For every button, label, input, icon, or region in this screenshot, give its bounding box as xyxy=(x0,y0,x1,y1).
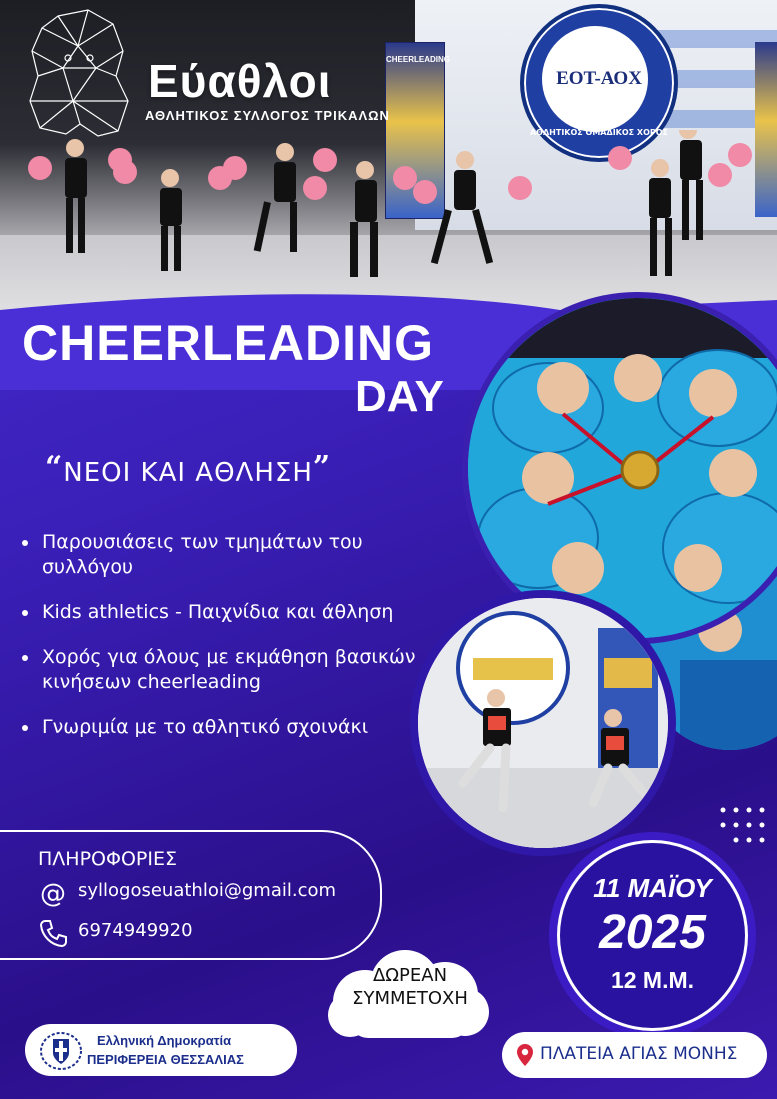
list-item: Kids athletics - Παιχνίδια και άθληση xyxy=(22,600,442,625)
sponsor-line2: ΠΕΡΙΦΕΡΕΙΑ ΘΕΣΣΑΛΙΑΣ xyxy=(87,1052,244,1067)
location-badge xyxy=(502,1032,767,1078)
team-huddle-icon xyxy=(468,298,777,638)
list-item: Παρουσιάσεις των τμημάτων του συλλόγου xyxy=(22,530,442,580)
emblem-code: ΕΟΤ-ΑΟΧ xyxy=(556,68,642,89)
email-row[interactable] xyxy=(38,878,337,912)
list-item: Χορός για όλους με εκμάθηση βασικών κινήσεων cheerleading xyxy=(22,645,442,695)
activities-list xyxy=(22,530,442,760)
info-title: ΠΛΗΡΟΦΟΡΙΕΣ xyxy=(38,848,177,870)
emblem-ring-text: ΑΘΛΗΤΙΚΟΣ ΟΜΑΔΙΚΟΣ ΧΟΡΟΣ xyxy=(529,128,669,137)
date-time: 12 Μ.Μ. xyxy=(610,967,695,993)
cheerleaders-group xyxy=(20,130,777,290)
club-name: Εύαθλοι xyxy=(148,55,332,107)
free-entry-text xyxy=(320,964,500,1011)
lion-logo-icon xyxy=(18,6,143,141)
map-pin-icon xyxy=(516,1043,534,1067)
date-badge xyxy=(557,840,748,1031)
slogan xyxy=(45,450,331,488)
date-day: 11 ΜΑΪΟΥ xyxy=(593,873,712,903)
phone-row[interactable] xyxy=(38,918,193,952)
dance-photo xyxy=(410,590,676,856)
greek-crest-icon xyxy=(39,1031,83,1071)
location-text: ΠΛΑΤΕΙΑ ΑΓΙΑΣ ΜΟΝΗΣ xyxy=(540,1044,738,1064)
club-subtitle: ΑΘΛΗΤΙΚΟΣ ΣΥΛΛΟΓΟΣ ΤΡΙΚΑΛΩΝ xyxy=(145,108,390,123)
sponsor-line1: Ελληνική Δημοκρατία xyxy=(97,1033,232,1048)
at-sign-icon xyxy=(38,878,68,908)
phone-icon xyxy=(38,918,68,948)
sponsor-badge xyxy=(25,1024,297,1076)
open-quote-icon: “ xyxy=(45,450,64,485)
event-title: CHEERLEADING xyxy=(22,315,435,371)
phone-text[interactable]: 6974949920 xyxy=(78,920,193,941)
trophy-icon xyxy=(622,452,658,488)
dots-decoration xyxy=(718,805,777,855)
free-entry-line1: ΔΩΡΕΑΝ xyxy=(372,965,448,986)
svg-text:@: @ xyxy=(40,879,66,908)
list-item: Γνωριμία με το αθλητικό σχοινάκι xyxy=(22,715,442,740)
rollup-banner-text: CHEERLEADING xyxy=(386,55,451,64)
free-entry-line2: ΣΥΜΜΕΤΟΧΗ xyxy=(352,988,468,1010)
close-quote-icon: ” xyxy=(312,450,332,485)
email-text[interactable]: syllogoseuathloi@gmail.com xyxy=(78,880,337,901)
date-year: 2025 xyxy=(599,906,706,959)
dancers-jumping-icon xyxy=(418,598,668,848)
slogan-text: ΝΕΟΙ ΚΑΙ ΑΘΛΗΣΗ xyxy=(63,458,313,488)
event-title-day: DAY xyxy=(355,372,444,421)
